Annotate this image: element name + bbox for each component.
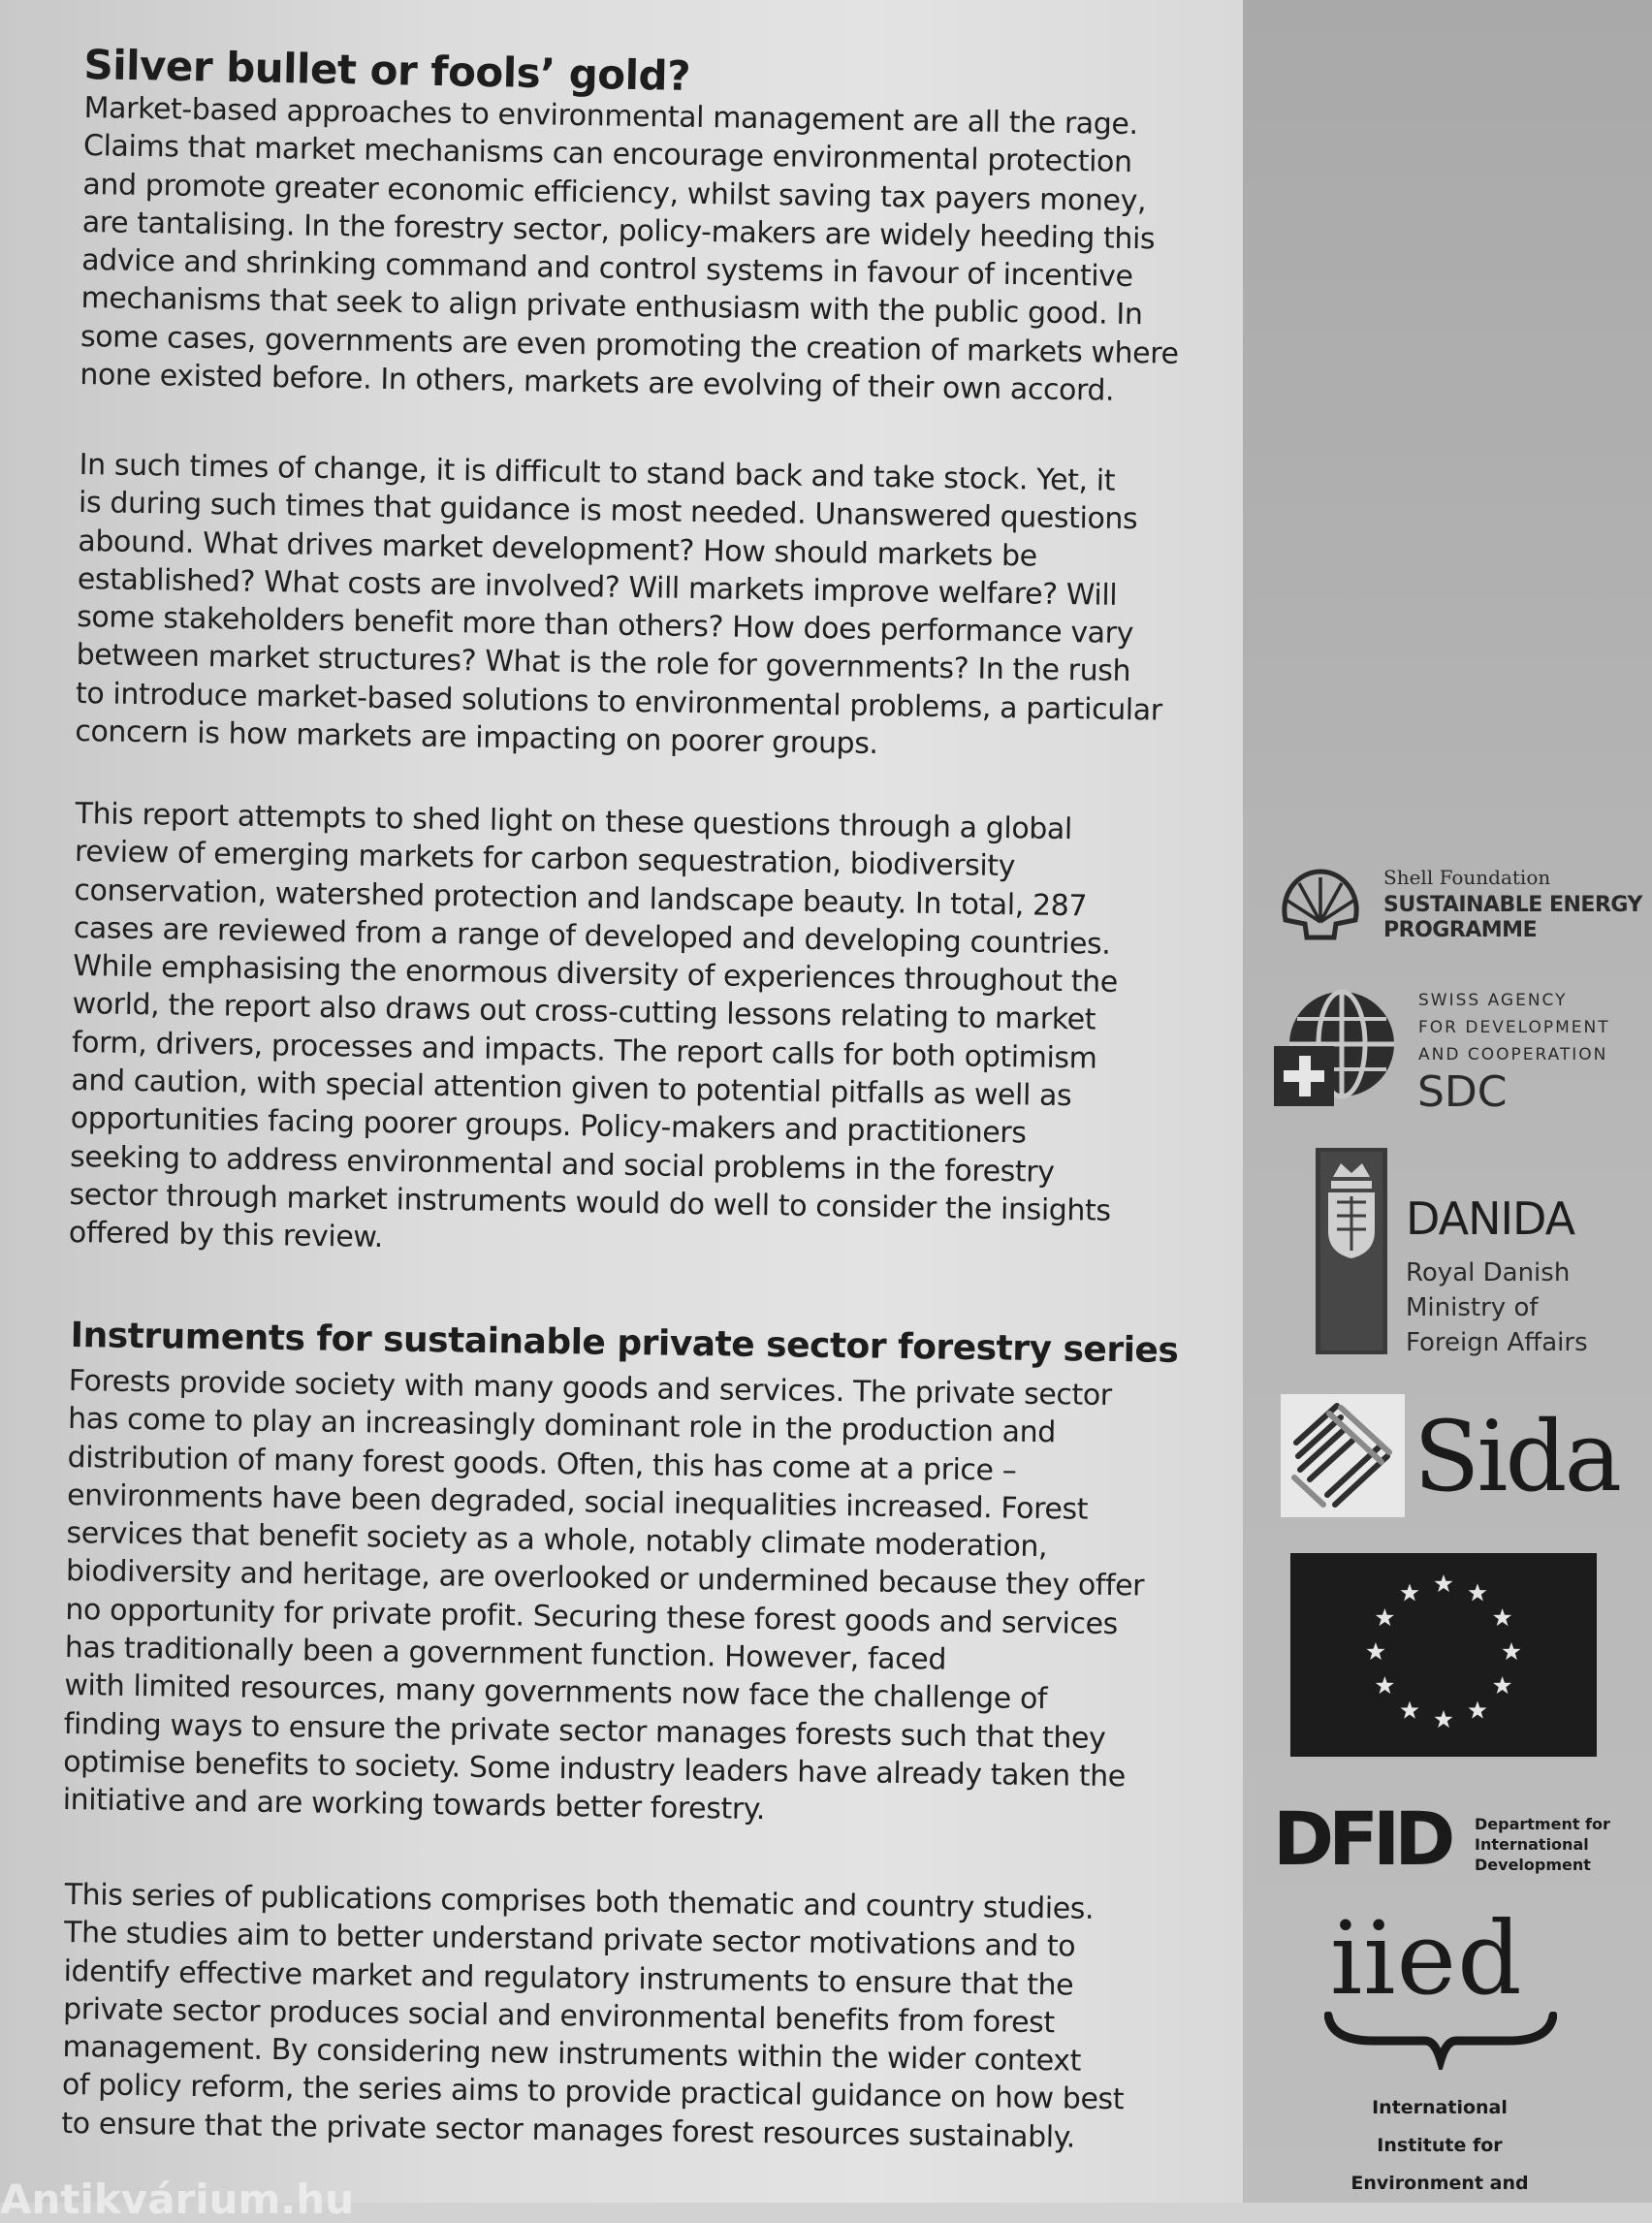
sdc-acronym: SDC bbox=[1417, 1067, 1508, 1117]
shell-logo-icon bbox=[1278, 866, 1363, 943]
iied-book-icon bbox=[1324, 2012, 1557, 2070]
shell-programme-label: SUSTAINABLE ENERGY PROGRAMME bbox=[1383, 893, 1642, 942]
paragraph-3: This report attempts to shed light on these questions through a global review of emerging markets for carbon sequestration, biodiversity conservation, watershed protection and landscape beauty. In total, 287 cases are reviewed from a range of developed and developing countries. While emphasising the enormous diversity of experiences throughout the world, the report also draws out cross-cutting lessons relating to market form, drivers, processes and impacts. The report calls for both optimism and caution, with special attention given to potential pitfalls as well as opportunities facing poorer groups. Policy-makers and practitioners seeking to address environmental and social problems in the forestry sector through market instruments would do well to consider the insights offered by this review. bbox=[68, 796, 1119, 1255]
iied-name: iied bbox=[1330, 1899, 1523, 2017]
danida-name: DANIDA bbox=[1406, 1192, 1575, 1245]
paragraph-5: This series of publications comprises both thematic and country studies. The studies aim to better understand private sector motivations and to identify effective market and regulatory instruments to ensure that the private sector produces social and environmental benefits from forest management. By considering new instruments within the wider context of policy reform, the series aims to provide practical guidance on how best to ensure that the private sector manages forest resources sustainably. bbox=[61, 1877, 1125, 2155]
paragraph-4: Forests provide society with many goods and services. The private sector has come to play an increasingly dominant role in the production and distribution of many forest goods. Often, this has come at a price – environments have been degraded, social inequalities increased. Forest services that benefit society as a whole, notably climate moderation, biodiversity and heritage, are overlooked or undermined because they offer no opportunity for private profit. Securing these forest goods and services has traditionally been a government function. However, faced with limited resources, many governments now face the challenge of finding ways to ensure the private sector manages forests such that they optimise benefits to society. Some industry leaders have already taken the initiative and are working towards better forestry. bbox=[62, 1363, 1145, 1827]
shell-foundation-label: Shell Foundation bbox=[1383, 866, 1551, 889]
sdc-agency-name: SWISS AGENCY FOR DEVELOPMENT AND COOPERATION bbox=[1418, 991, 1610, 1064]
dfid-name: DFID bbox=[1273, 1795, 1450, 1882]
paragraph-1: Market-based approaches to environmental management are all the rage. Claims that market mechanisms can encourage environmental protection and promote greater economic efficiency, whilst saving tax payers money, are tantalising. In the forestry sector, policy-makers are widely heeding this advice and shrinking command and control systems in favour of incentive mechanisms that seek to align private enthusiasm with the public good. In some cases, governments are even promoting the creation of markets where none existed before. In others, markets are evolving of their own accord. bbox=[79, 90, 1179, 408]
dfid-department-label: Department for International Development bbox=[1475, 1815, 1610, 1874]
sida-emblem-icon bbox=[1281, 1394, 1405, 1517]
danida-ministry-label: Royal Danish Ministry of Foreign Affairs bbox=[1406, 1258, 1588, 1357]
danida-crest-icon bbox=[1316, 1148, 1387, 1354]
section-heading-instruments-series: Instruments for sustainable private sector forestry series bbox=[70, 1316, 1179, 1371]
sdc-globe-icon bbox=[1274, 986, 1398, 1108]
iied-institute-label: International Institute for Environment and bbox=[1350, 2097, 1529, 2194]
antikvarium-watermark: Antikvárium.hu bbox=[0, 2175, 355, 2223]
section-heading-silver-bullet: Silver bullet or fools’ gold? bbox=[83, 41, 691, 101]
sida-name: Sida bbox=[1414, 1400, 1620, 1513]
paragraph-2: In such times of change, it is difficult to stand back and take stock. Yet, it is during such times that guidance is most needed. Unanswered questions abound. What drives market development? How should markets be established? What costs are involved? Will markets improve welfare? Will some stakeholders benefit more than others? How does performance vary between market structures? What is the role for governments? In the rush to introduce market-based solutions to environmental problems, a particular concern is how markets are impacting on poorer groups. bbox=[75, 447, 1162, 762]
eu-flag-icon bbox=[1290, 1553, 1597, 1757]
